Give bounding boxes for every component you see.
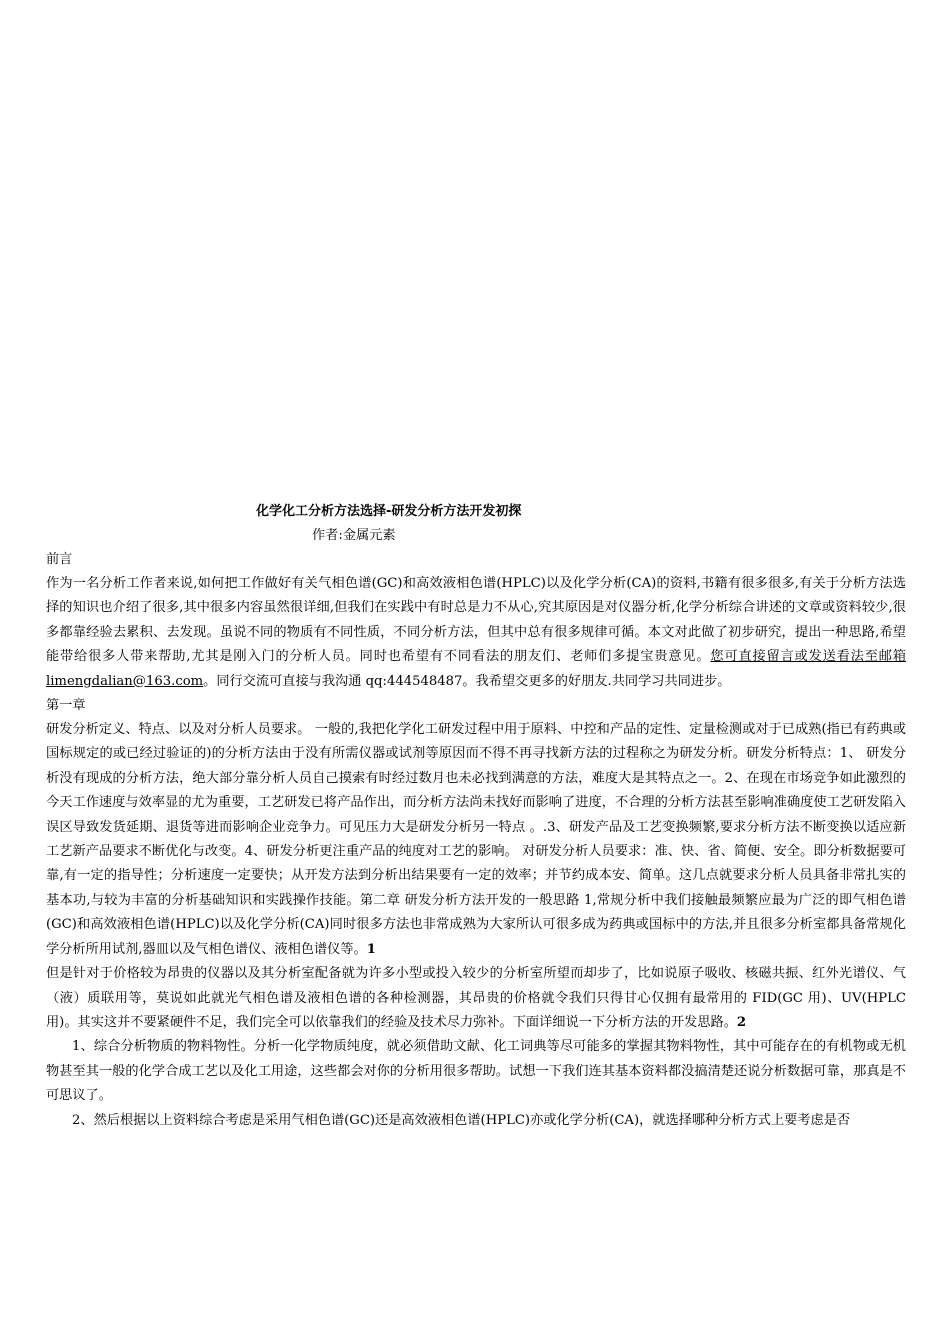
document-author: 作者:金属元素 (312, 528, 396, 543)
paragraph-instruments (46, 962, 906, 1035)
preface-text-contact: 。同行交流可直接与我沟通 qq:444548487。我希望交更多的好朋友.共同学习共同进步。 (203, 673, 731, 689)
paragraph-step-2: 2、然后根据以上资料综合考虑是采用气相色谱(GC)还是高效液相色谱(HPLC)亦或化学分析(CA)，就选择哪种分析方式上要考虑是否 (72, 1112, 851, 1128)
paragraph-step-1: 1、综合分析物质的物料物性。分析一化学物质纯度，就必须借助文献、化工词典等尽可能多的掌握其物料物性，其中可能存在的有机物或无机物甚至其一般的化学合成工艺以及化工用途，这些都会对你的分析用很多帮助。试想一下我们连其基本资料都没搞清楚还说分析数据可靠，那真是不可思议了。 (46, 1039, 906, 1104)
document-title: 化学化工分析方法选择-研发分析方法开发初探 (256, 504, 522, 519)
footnote-marker-2: 2 (736, 1014, 747, 1030)
chapter1-heading: 第一章 (46, 698, 86, 714)
paragraph-instruments-text: 但是针对于价格较为昂贵的仪器以及其分析室配备就为许多小型或投入较少的分析室所望而却步了，比如说原子吸收、核磁共振、红外光谱仪、气（液）质联用等，莫说如此就光气相色谱及液相色谱的各种检测器，其昂贵的价格就令我们只得甘心仅拥有最常用的 FID(GC 用)、UV(HPLC 用)。其实这并不要紧硬件不足，我们完全可以依靠我们的经验及技术尽力弥补。下面详细说一下分析方法的开发思路。 (46, 966, 906, 1030)
chapter1-paragraph (46, 718, 906, 962)
preface-text: 作为一名分析工作者来说,如何把工作做好有关气相色谱(GC)和高效液相色谱(HPLC)以及化学分析(CA)的资料,书籍有很多很多,有关于分析方法选择的知识也介绍了很多,其中很多内容虽然很详细,但我们在实践中有时总是力不从心,究其原因是对仪器分析,化学分析综合讲述的文章或资料较少,很多都靠经验去累积、去发现。虽说不同的物质有不同性质，不同分析方法，但其中总有很多规律可循。本文对此做了初步研究，提出一种思路,希望能带给很多人带来帮助,尤其是刚入门的分析人员。同时也希望有不同看法的朋友们、老师们多提宝贵意见。 (46, 576, 906, 665)
email-link[interactable]: 您可直接留言或发送看法至邮箱 limengdalian@163.com (46, 649, 906, 689)
footnote-marker-1: 1 (366, 941, 376, 957)
document-body (46, 500, 906, 1133)
preface-heading: 前言 (46, 552, 73, 567)
chapter1-text: 研发分析定义、特点、以及对分析人员要求。 一般的,我把化学化工研发过程中用于原料、中控和产品的定性、定量检测或对于已成熟(指已有药典或国标规定的或已经过验证的)的分析方法由于没有所需仪器或试剂等原因而不得不再寻找新方法的过程称之为研发分析。研发分析特点：1、 研发分析没有现成的分析方法，绝大部分靠分析人员自己摸索有时经过数月也未必找到满意的方法，难度大是其特点之一。2、在现在市场竞争如此激烈的今天工作速度与效率显的尤为重要，工艺研发已将产品作出，而分析方法尚未找好而影响了进度，不合理的分析方法甚至影响准确度使工艺研发陷入误区导致发货延期、退货等进而影响企业竞争力。可见压力大是研发分析另一特点 。.3、研发产品及工艺变换频繁,要求分析方法不断变换以适应新工艺新产品要求不断优化与改变。4、研发分析更注重产品的纯度对工艺的影响。 对研发分析人员要求：准、快、省、简便、安全。即分析数据要可靠,有一定的指导性；分析速度一定要快；从开发方法到分析出结果要有一定的效率；并节约成本安、简单。这几点就要求分析人员具备非常扎实的基本功,与较为丰富的分析基础知识和实践操作技能。第二章 研发分析方法开发的一般思路 1,常规分析中我们接触最频繁应最为广泛的即气相色谱(GC)和高效液相色谱(HPLC)以及化学分析(CA)同时很多方法也非常成熟为大家所认可很多成为药典或国标中的方法,并且很多分析室都具备常规化学分析所用试剂,器皿以及气相色谱仪、液相色谱仪等。 (46, 722, 906, 957)
preface-paragraph (46, 572, 906, 694)
